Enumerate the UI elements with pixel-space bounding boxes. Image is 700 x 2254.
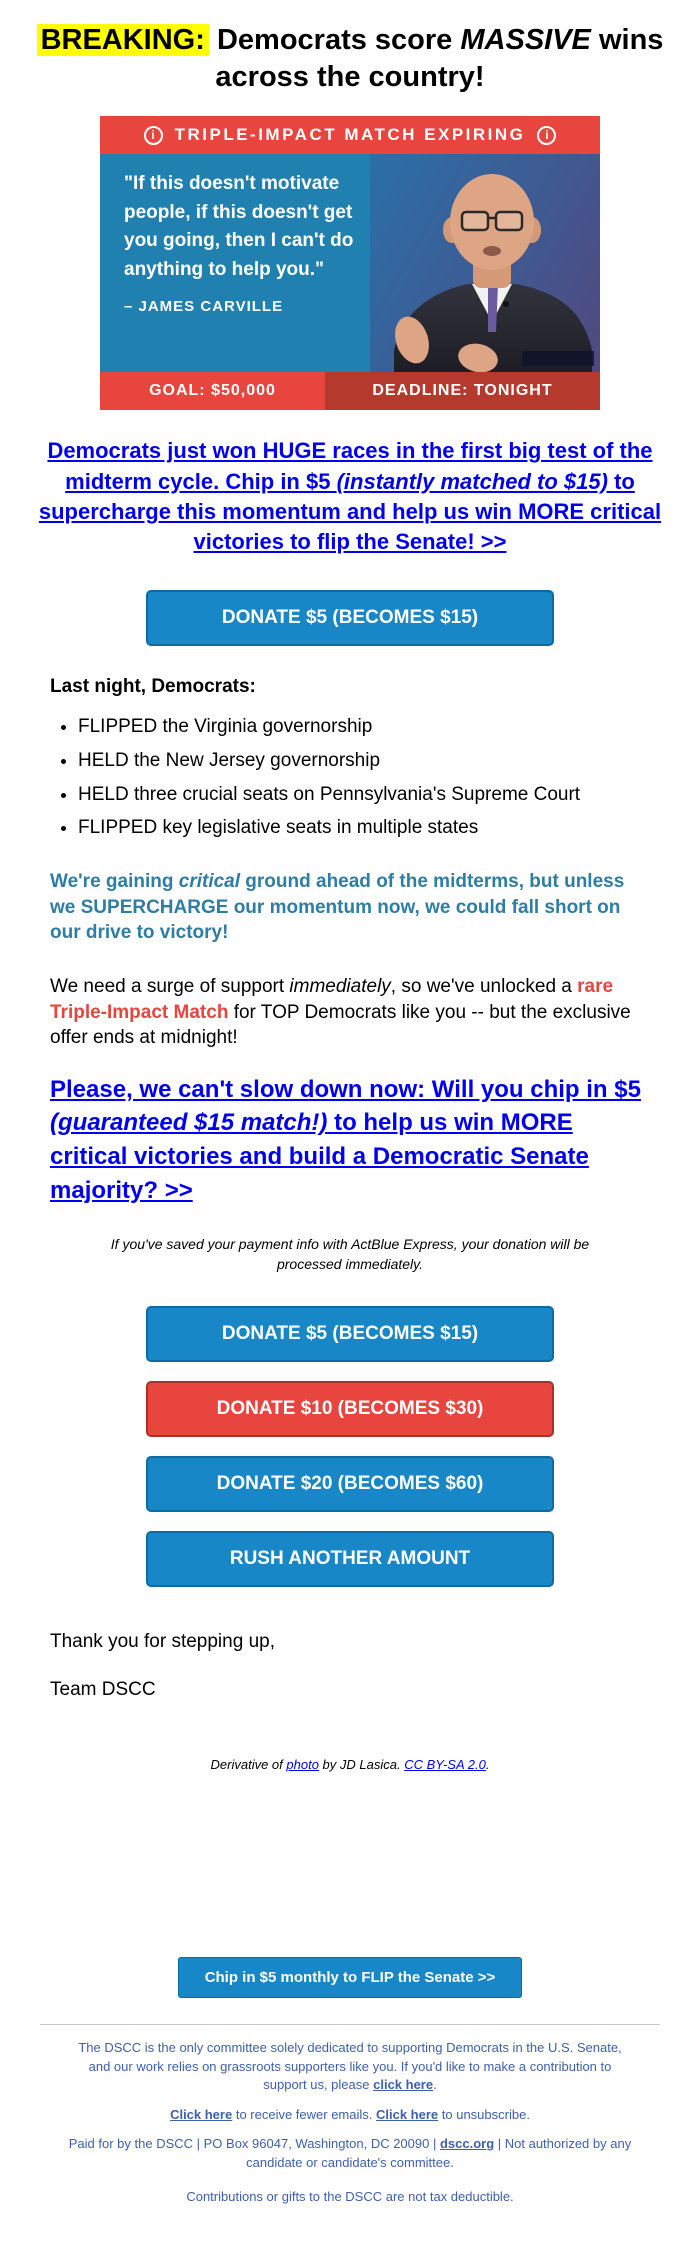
hero-bottom-bar (100, 372, 600, 410)
credit-text-1: Derivative of (210, 1757, 287, 1773)
footer-text-4: to unsubscribe. (438, 2106, 530, 2122)
footer-text-6: | Not authorized by any candidate or candidate's committee. (246, 2136, 632, 2170)
whitespace-spacer (0, 1772, 700, 1957)
donate-5-button[interactable]: DONATE $5 (BECOMES $15) (146, 590, 554, 646)
list-item: • FLIPPED the Virginia governorship (78, 715, 650, 740)
footer-divider (40, 2024, 660, 2025)
list-item: • FLIPPED key legislative seats in multiple states (78, 816, 650, 841)
donate-20-button[interactable]: DONATE $20 (BECOMES $60) (146, 1456, 554, 1512)
lead-donate-link[interactable] (34, 436, 666, 557)
footer (68, 2039, 632, 2253)
hero-banner-image[interactable] (100, 116, 600, 410)
surge-text-3: for TOP Democrats like you -- but the exclusive offer ends at midnight! (50, 1001, 631, 1049)
last-night-heading: Last night, Democrats: (50, 675, 256, 697)
surge-text-2: , so we've unlocked a (390, 975, 578, 997)
hero-banner-text: TRIPLE-IMPACT MATCH EXPIRING (174, 125, 526, 145)
teal-text-2: ground ahead of the midterms, but unless we SUPERCHARGE our momentum now, we could fall short on our drive to victory! (50, 871, 625, 944)
info-icon: i (144, 126, 163, 145)
footer-text-1: The DSCC is the only committee solely dedicated to supporting Democrats in the U.S. Senate, and our work relies on grassroots supporters like you. If you'd like to make a contribution to support us, please (78, 2040, 622, 2093)
wins-list (78, 715, 650, 841)
footer-tax-paragraph: Contributions or gifts to the DSCC are not tax deductible. (186, 2189, 514, 2205)
signoff-line-1: Thank you for stepping up, (50, 1631, 275, 1653)
second-link-text-1: Please, we can't slow down now: Will you chip in $5 (50, 1075, 641, 1103)
footer-email-prefs-paragraph (68, 2106, 632, 2124)
breaking-label: BREAKING: (37, 24, 209, 56)
actblue-express-note: If you've saved your payment info with ActBlue Express, your donation will be processed immediately. (110, 1236, 590, 1272)
quote-attribution: – JAMES CARVILLE (124, 298, 284, 316)
headline-massive: MASSIVE (460, 24, 591, 56)
info-icon: i (537, 126, 556, 145)
license-link[interactable]: CC BY-SA 2.0 (404, 1757, 486, 1773)
footer-mission-paragraph (68, 2039, 632, 2094)
headline-text-2: wins across the country! (215, 24, 664, 94)
deadline-label: DEADLINE: TONIGHT (325, 372, 600, 410)
unsubscribe-link[interactable]: Click here (376, 2106, 439, 2122)
footer-text-2: . (433, 2077, 437, 2093)
hero-quote (124, 170, 374, 319)
second-link-italic: (guaranteed $15 match!) (50, 1109, 328, 1137)
donate-5-button[interactable]: DONATE $5 (BECOMES $15) (146, 1306, 554, 1362)
speaker-illustration (360, 154, 600, 372)
surge-text-1: We need a surge of support (50, 975, 290, 997)
second-link-text-2: to help us win MORE critical victories and build a Democratic Senate majority? >> (50, 1109, 589, 1204)
signoff-line-2: Team DSCC (50, 1679, 156, 1701)
lead-link-text-1: Democrats just won HUGE races in the first big test of the midterm cycle. Chip in $5 (47, 438, 653, 494)
fewer-emails-link[interactable]: Click here (170, 2106, 233, 2122)
donate-10-button[interactable]: DONATE $10 (BECOMES $30) (146, 1381, 554, 1437)
donate-button-stack (0, 1306, 700, 1587)
goal-label: GOAL: $50,000 (100, 372, 325, 410)
rush-another-amount-button[interactable]: RUSH ANOTHER AMOUNT (146, 1531, 554, 1587)
photo-watermark (522, 351, 594, 366)
footer-paid-for-paragraph (68, 2135, 632, 2172)
lead-link-italic: (instantly matched to $15) (336, 468, 608, 494)
hero-top-banner (100, 116, 600, 154)
footer-text-3: to receive fewer emails. (232, 2106, 376, 2122)
triple-impact-match-text: rare Triple-Impact Match (50, 975, 614, 1023)
photo-credit (40, 1757, 660, 1772)
headline (28, 22, 672, 96)
contribute-link[interactable]: click here (373, 2077, 434, 2093)
second-donate-link[interactable] (50, 1073, 650, 1207)
credit-text-3: . (485, 1757, 490, 1773)
credit-text-2: by JD Lasica. (318, 1757, 405, 1773)
photo-link[interactable]: photo (286, 1757, 319, 1773)
lead-link-text-2: to supercharge this momentum and help us win MORE critical victories to flip the Senate! >> (38, 468, 662, 555)
james-carville-photo (370, 154, 600, 372)
momentum-paragraph (50, 869, 650, 946)
surge-italic: immediately (289, 975, 391, 997)
hero-main-area (100, 154, 600, 372)
quote-text: "If this doesn't motivate people, if this doesn't get you going, then I can't do anything to help you." (124, 173, 354, 280)
surge-paragraph (50, 974, 650, 1051)
footer-text-5: Paid for by the DSCC | PO Box 96047, Washington, DC 20090 | (68, 2136, 440, 2152)
teal-text-1: We're gaining (50, 871, 179, 893)
monthly-donate-button[interactable]: Chip in $5 monthly to FLIP the Senate >> (178, 1957, 523, 1998)
dscc-org-link[interactable]: dscc.org (439, 2136, 495, 2152)
teal-italic: critical (178, 871, 241, 893)
list-item: • HELD the New Jersey governorship (78, 749, 650, 774)
list-item: • HELD three crucial seats on Pennsylvania's Supreme Court (78, 783, 650, 808)
headline-text-1: Democrats score (208, 24, 461, 56)
